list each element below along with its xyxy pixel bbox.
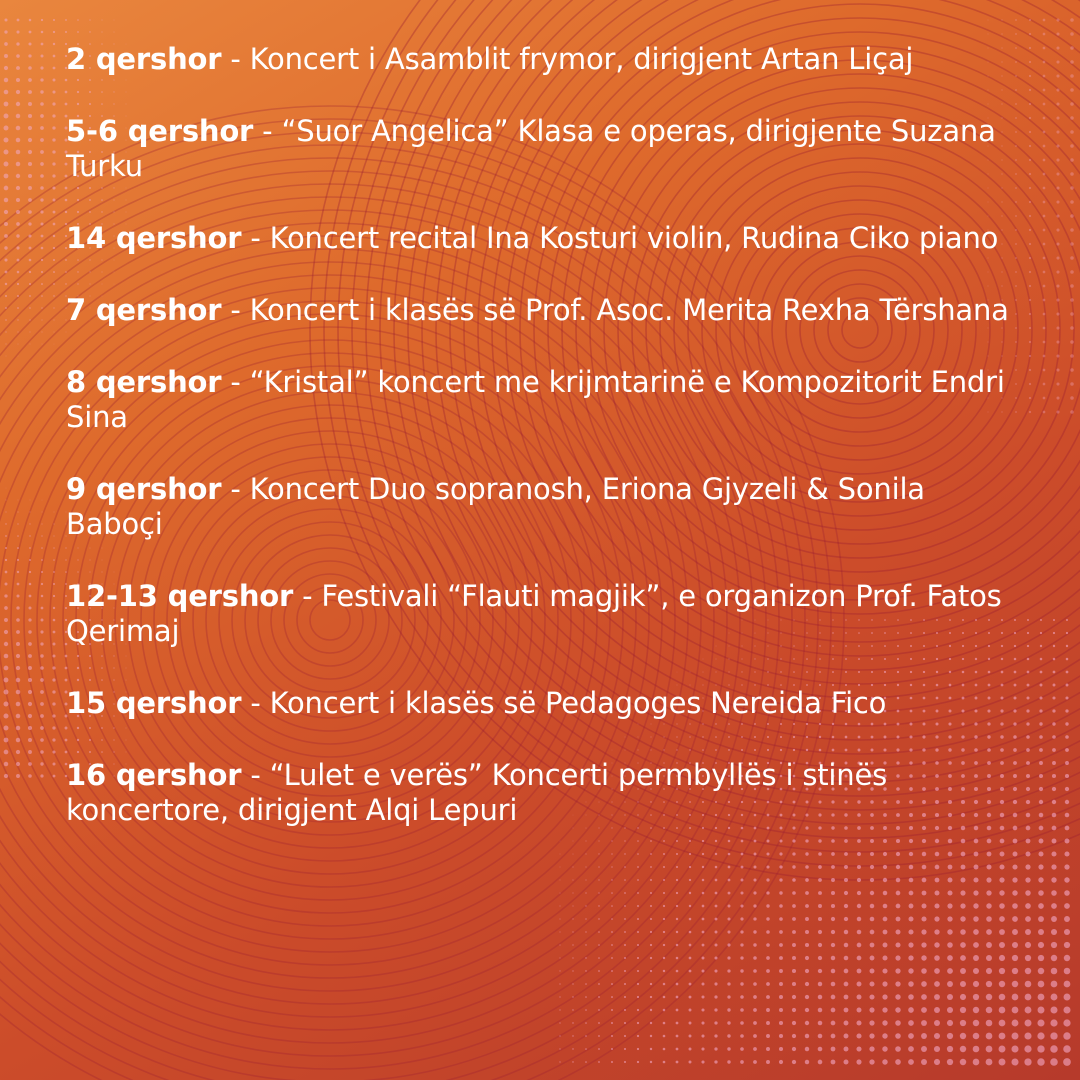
event-item: 15 qershor - Koncert i klasës së Pedagoges Nereida Fico [66,686,887,720]
event-list [66,42,1026,865]
event-date: 12-13 qershor [66,579,294,613]
event-date: 7 qershor [66,293,222,327]
event-item: 16 qershor - “Lulet e verës” Koncerti permbyllës i stinës koncertore, dirigjent Alqi Lepuri [66,758,887,827]
event-date: 5-6 qershor [66,114,254,148]
event-item: 8 qershor - “Kristal” koncert me krijmtarinë e Kompozitorit Endri Sina [66,365,1005,434]
event-description: Koncert i Asamblit frymor, dirigjent Artan Liçaj [249,42,914,76]
event-description: Koncert i klasës së Pedagoges Nereida Fico [269,686,887,720]
event-date: 9 qershor [66,472,222,506]
event-item: 9 qershor - Koncert Duo sopranosh, Eriona Gjyzeli & Sonila Baboçi [66,472,925,541]
event-description: “Suor Angelica” Klasa e operas, dirigjente Suzana Turku [66,114,996,183]
event-description: Koncert recital Ina Kosturi violin, Rudina Ciko piano [269,221,999,255]
event-date: 2 qershor [66,42,222,76]
event-date: 8 qershor [66,365,222,399]
event-description: Koncert Duo sopranosh, Eriona Gjyzeli & Sonila Baboçi [66,472,925,541]
event-date: 16 qershor [66,758,242,792]
event-description: Festivali “Flauti magjik”, e organizon Prof. Fatos Qerimaj [66,579,1002,648]
event-date: 15 qershor [66,686,242,720]
event-item: 5-6 qershor - “Suor Angelica” Klasa e operas, dirigjente Suzana Turku [66,114,996,183]
event-item: 2 qershor - Koncert i Asamblit frymor, dirigjent Artan Liçaj [66,42,914,76]
event-date: 14 qershor [66,221,242,255]
event-item: 12-13 qershor - Festivali “Flauti magjik”, e organizon Prof. Fatos Qerimaj [66,579,1002,648]
event-description: “Kristal” koncert me krijmtarinë e Kompozitorit Endri Sina [66,365,1005,434]
event-item: 7 qershor - Koncert i klasës së Prof. Asoc. Merita Rexha Tërshana [66,293,1009,327]
event-description: “Lulet e verës” Koncerti permbyllës i stinës koncertore, dirigjent Alqi Lepuri [66,758,887,827]
event-item: 14 qershor - Koncert recital Ina Kosturi violin, Rudina Ciko piano [66,221,999,255]
event-description: Koncert i klasës së Prof. Asoc. Merita Rexha Tërshana [249,293,1009,327]
